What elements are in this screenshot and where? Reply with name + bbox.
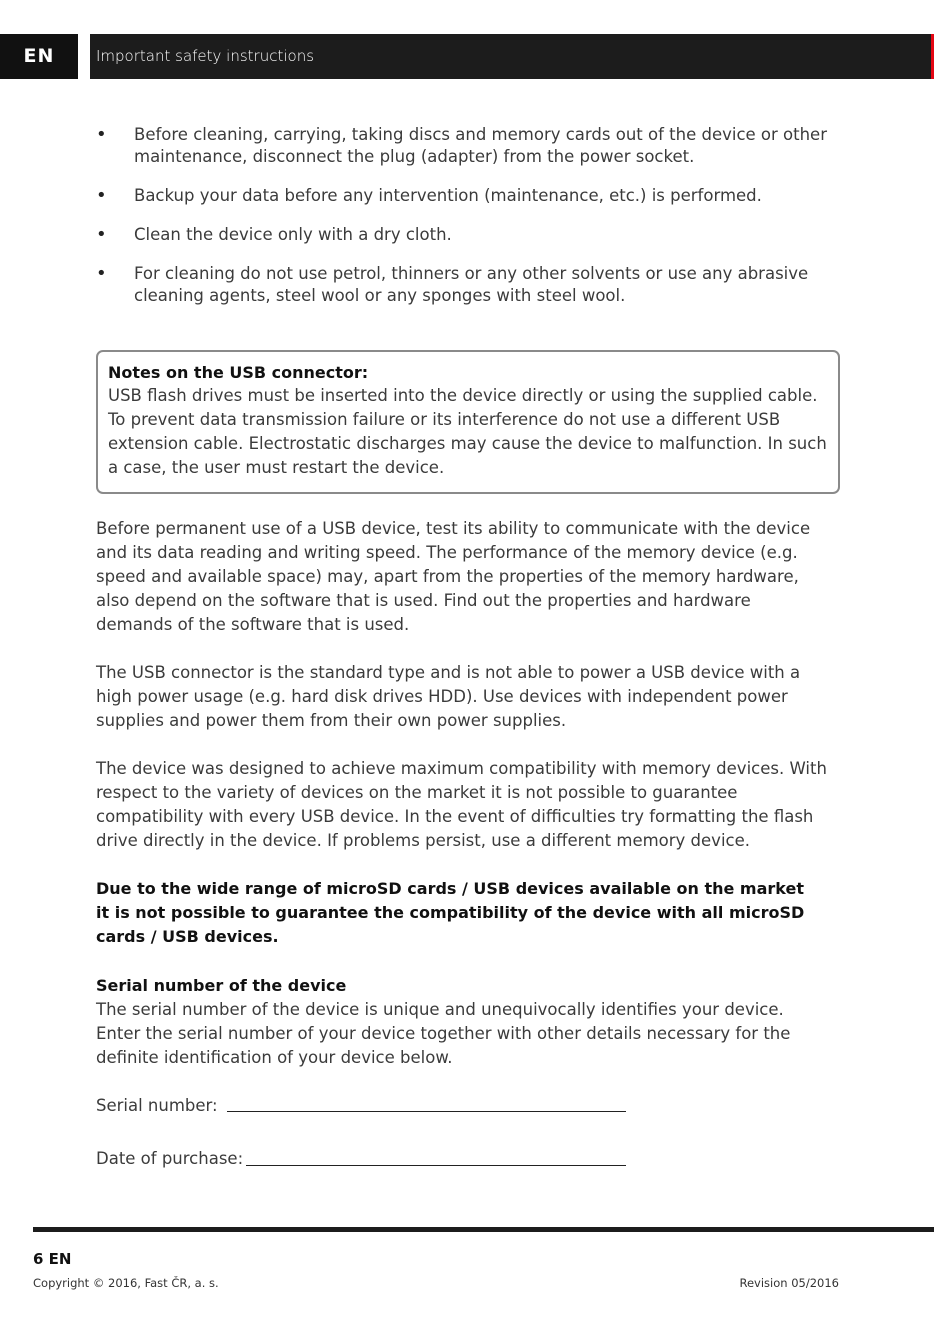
page-number: 6 EN (33, 1250, 72, 1268)
language-code: EN (0, 34, 78, 79)
serial-section-title: Serial number of the device (96, 976, 347, 995)
header-separator (78, 34, 90, 79)
usb-notes-title: Notes on the USB connector: (108, 363, 369, 382)
bullet-item: • For cleaning do not use petrol, thinners or any other solvents or use any abrasive cleaning agents, steel wool or any sponges with steel wool. (96, 263, 809, 305)
usb-power-paragraph: The USB connector is the standard type and is not able to power a USB device with a high power usage (e.g. hard disk drives HDD). Use devices with independent power supplies and power them from their own power supplies. (96, 663, 801, 730)
serial-number-label: Serial number: (96, 1096, 218, 1115)
bullet-icon: • (96, 185, 107, 206)
usb-notes-box (96, 350, 840, 494)
bullet-item: • Clean the device only with a dry cloth. (96, 224, 452, 245)
usb-test-paragraph: Before permanent use of a USB device, test its ability to communicate with the device and its data reading and writing speed. The performance of the memory device (e.g. speed and available space) may, apart from the properties of the memory hardware, also depend on the software that is used. Find out the properties and hardware demands of the software that is used. (96, 519, 811, 634)
bullet-item: • Backup your data before any intervention (maintenance, etc.) is performed. (96, 185, 762, 206)
purchase-date-label: Date of purchase: (96, 1149, 244, 1168)
serial-description: The serial number of the device is unique and unequivocally identifies your device. Enter the serial number of your device together with other details necessary for the definite identification of your device below. (96, 1000, 791, 1067)
bullet-item: • Before cleaning, carrying, taking discs and memory cards out of the device or other maintenance, disconnect the plug (adapter) from the power socket. (96, 124, 827, 166)
serial-number-field[interactable] (227, 1111, 626, 1112)
copyright-text: Copyright © 2016, Fast ČR, a. s. (33, 1276, 219, 1290)
section-title: Important safety instructions (96, 47, 315, 65)
bullet-icon: • (96, 224, 107, 245)
usb-notes-body: USB flash drives must be inserted into the device directly or using the supplied cable. To prevent data transmission failure or its interference do not use a different USB extension cable. Electrostatic discharges may cause the device to malfunction. In such a case, the user must restart the device. (108, 386, 827, 477)
bullet-icon: • (96, 124, 107, 145)
page-header (0, 34, 934, 79)
bullet-icon: • (96, 263, 107, 284)
compatibility-paragraph: The device was designed to achieve maximum compatibility with memory devices. With respect to the variety of devices on the market it is not possible to guarantee compatibility with every USB device. In the event of difficulties try formatting the flash drive directly in the device. If problems persist, use a different memory device. (96, 759, 827, 850)
revision-text: Revision 05/2016 (739, 1276, 839, 1290)
purchase-date-field[interactable] (246, 1165, 626, 1166)
maintenance-bullet-list (96, 124, 836, 324)
compatibility-warning: Due to the wide range of microSD cards / USB devices available on the market it is not possible to guarantee the compatibility of the device with all microSD cards / USB devices. (96, 879, 805, 946)
footer-divider (33, 1227, 934, 1232)
